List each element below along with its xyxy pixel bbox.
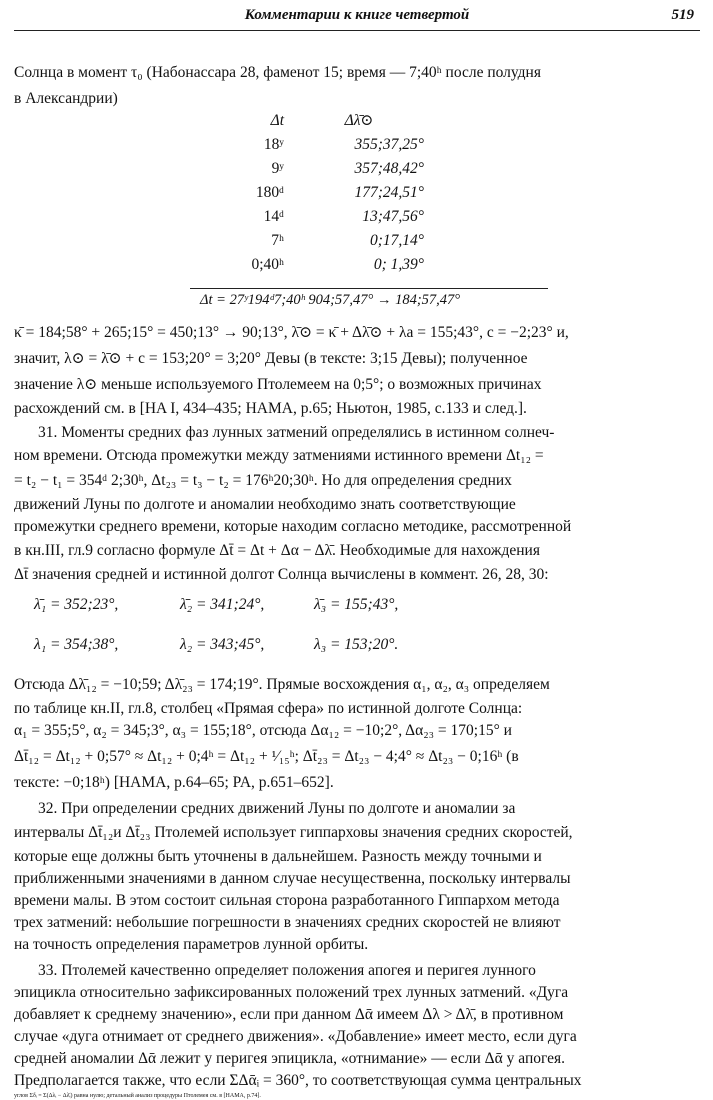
table-cell-dl: 357;48,42° — [354, 160, 424, 177]
text-line: Солнца в момент τ₀ (Набонассара 28, фаменот 15; время — 7;40ʰ после полудня — [14, 64, 541, 81]
page-bottom-overflow — [14, 1092, 700, 1100]
text-line: α₁ = 355;5°, α₂ = 345;3°, α₃ = 155;18°, отсюда Δα₁₂ = −10;2°, Δα₂₃ = 170;15° и — [14, 722, 512, 739]
table-cell-dt: 0;40ʰ — [251, 256, 284, 273]
lambda-bar-3: λ̄₃ = 155;43°, — [314, 596, 399, 613]
lambda-true-2: λ₂ = 343;45°, — [180, 636, 265, 653]
text-line: значит, λ⊙ = λ̄⊙ + c = 153;20° = 3;20° Девы (в тексте: 3;15 Девы); полученное — [14, 350, 528, 367]
text-line: Предполагается также, что если ΣΔᾱᵢ = 360°, то соответствующая сумма центральных — [14, 1072, 582, 1089]
text-line: движений Луны по долготе и аномалии необходимо знать соответствующие — [14, 496, 516, 513]
table-cell-dt: 9ʸ — [271, 160, 284, 177]
running-title: Комментарии к книге четвертой — [244, 7, 470, 23]
table-sum-rule — [190, 288, 548, 289]
paragraph-33-start: 33. Птолемей качественно определяет положения апогея и перигея лунного — [38, 962, 536, 979]
text-line: расхождений см. в [HA I, 434–435; HAMA, p.65; Ньютон, 1985, с.133 и след.]. — [14, 400, 527, 417]
text-line: ном времени. Отсюда промежутки между затмениями истинного времени Δt₁₂ = — [14, 447, 544, 464]
book-page — [14, 0, 700, 1100]
text-line: средней аномалии Δᾱ лежит у перигея эпицикла, «отнимание» — если Δᾱ у апогея. — [14, 1050, 566, 1067]
table-cell-dt: 180ᵈ — [255, 184, 284, 201]
text-line: в кн.III, гл.9 согласно формуле Δt̄ = Δt + Δα − Δλ̄. Необходимые для нахождения — [14, 542, 540, 559]
text-line: времени малы. В этом состоит сильная сторона разработанного Гиппархом метода — [14, 892, 560, 909]
page-number: 519 — [671, 7, 694, 23]
table-cell-dt: 7ʰ — [271, 232, 284, 249]
solar-longitude-table — [194, 110, 554, 310]
table-cell-dt: 14ᵈ — [263, 208, 284, 225]
table-cell-dl: 13;47,56° — [362, 208, 424, 225]
lambda-bar-1: λ̄₁ = 352;23°, — [34, 596, 119, 613]
text-line: в Александрии) — [14, 90, 118, 107]
header-rule — [14, 30, 700, 31]
table-cell-dl: 355;37,25° — [354, 136, 424, 153]
text-line: случае «дуга отнимает от среднего движения». «Добавление» имеет место, если дуга — [14, 1028, 577, 1045]
text-line: приближенными значениями в данном случае несущественна, поскольку интервалы — [14, 870, 571, 887]
text-line: интервалы Δt̄₁₂и Δt̄₂₃ Птолемей использует гиппарховы значения средних скоростей, — [14, 824, 573, 841]
lambda-true-3: λ₃ = 153;20°. — [314, 636, 399, 653]
text-line: которые еще должны быть уточнены в дальнейшем. Разность между точными и — [14, 848, 542, 865]
table-header-dl: Δλ̄⊙ — [344, 112, 374, 129]
paragraph-32-start: 32. При определении средних движений Луны по долготе и аномалии за — [38, 800, 516, 817]
table-cell-dt: 18ʸ — [263, 136, 284, 153]
text-line: углов Σδᵢ = Σ(Δλᵢ − Δλ̄ᵢ) равна нулю; детальный анализ процедуры Птолемея см. в [HAMA, p.74]. — [14, 1093, 261, 1099]
text-line: добавляет к среднему значению», если при данном Δᾱ имеем Δλ > Δλ̄, в противном — [14, 1006, 564, 1023]
table-cell-dl: 177;24,51° — [354, 184, 424, 201]
table-cell-dl: 0; 1,39° — [373, 256, 424, 273]
table-sum-line: Δt = 27ʸ194ᵈ7;40ʰ 904;57,47° → 184;57,47° — [200, 292, 461, 308]
text-line: Отсюда Δλ̄₁₂ = −10;59; Δλ̄₂₃ = 174;19°. Прямые восхождения α₁, α₂, α₃ определяем — [14, 676, 550, 693]
text-line: тексте: −0;18ʰ) [HAMA, p.64–65; PA, p.651–652]. — [14, 774, 334, 791]
text-line: = t₂ − t₁ = 354ᵈ 2;30ʰ, Δt₂₃ = t₃ − t₂ = 176ʰ20;30ʰ. Но для определения средних — [14, 472, 512, 489]
text-line: значение λ⊙ меньше используемого Птолемеем на 0;5°; о возможных причинах — [14, 376, 542, 393]
text-line: на точность определения параметров лунной орбиты. — [14, 936, 369, 953]
paragraph-31-start: 31. Моменты средних фаз лунных затмений определялись в истинном солнеч- — [38, 424, 555, 441]
lambda-bar-2: λ̄₂ = 341;24°, — [180, 596, 265, 613]
text-line: по таблице кн.II, гл.8, столбец «Прямая сфера» по истинной долготе Солнца: — [14, 700, 523, 717]
lambda-true-1: λ₁ = 354;38°, — [34, 636, 119, 653]
text-line: промежутки среднего времени, которые находим согласно методике, рассмотренной — [14, 518, 572, 535]
text-line: Δt̄ значения средней и истинной долгот Солнца вычислены в коммент. 26, 28, 30: — [14, 566, 549, 583]
text-line: эпицикла относительно зафиксированных положений трех лунных затмений. «Дуга — [14, 984, 569, 1001]
text-line: трех затмений: небольшие погрешности в значениях средних скоростей не влияют — [14, 914, 561, 931]
running-header — [14, 4, 700, 28]
text-line: κ̄ = 184;58° + 265;15° = 450;13° → 90;13°, λ̄⊙ = κ̄ + Δλ̄⊙ + λa = 155;43°, c = −2;23° и, — [14, 324, 569, 341]
table-cell-dl: 0;17,14° — [370, 232, 424, 249]
table-header-dt: Δt — [270, 112, 284, 129]
text-line: Δt̄₁₂ = Δt₁₂ + 0;57° ≈ Δt₁₂ + 0;4ʰ = Δt₁₂ + ¹⁄₁₅ʰ; Δt̄₂₃ = Δt₂₃ − 4;4° ≈ Δt₂₃ − 0;16ʰ (в — [14, 748, 519, 765]
